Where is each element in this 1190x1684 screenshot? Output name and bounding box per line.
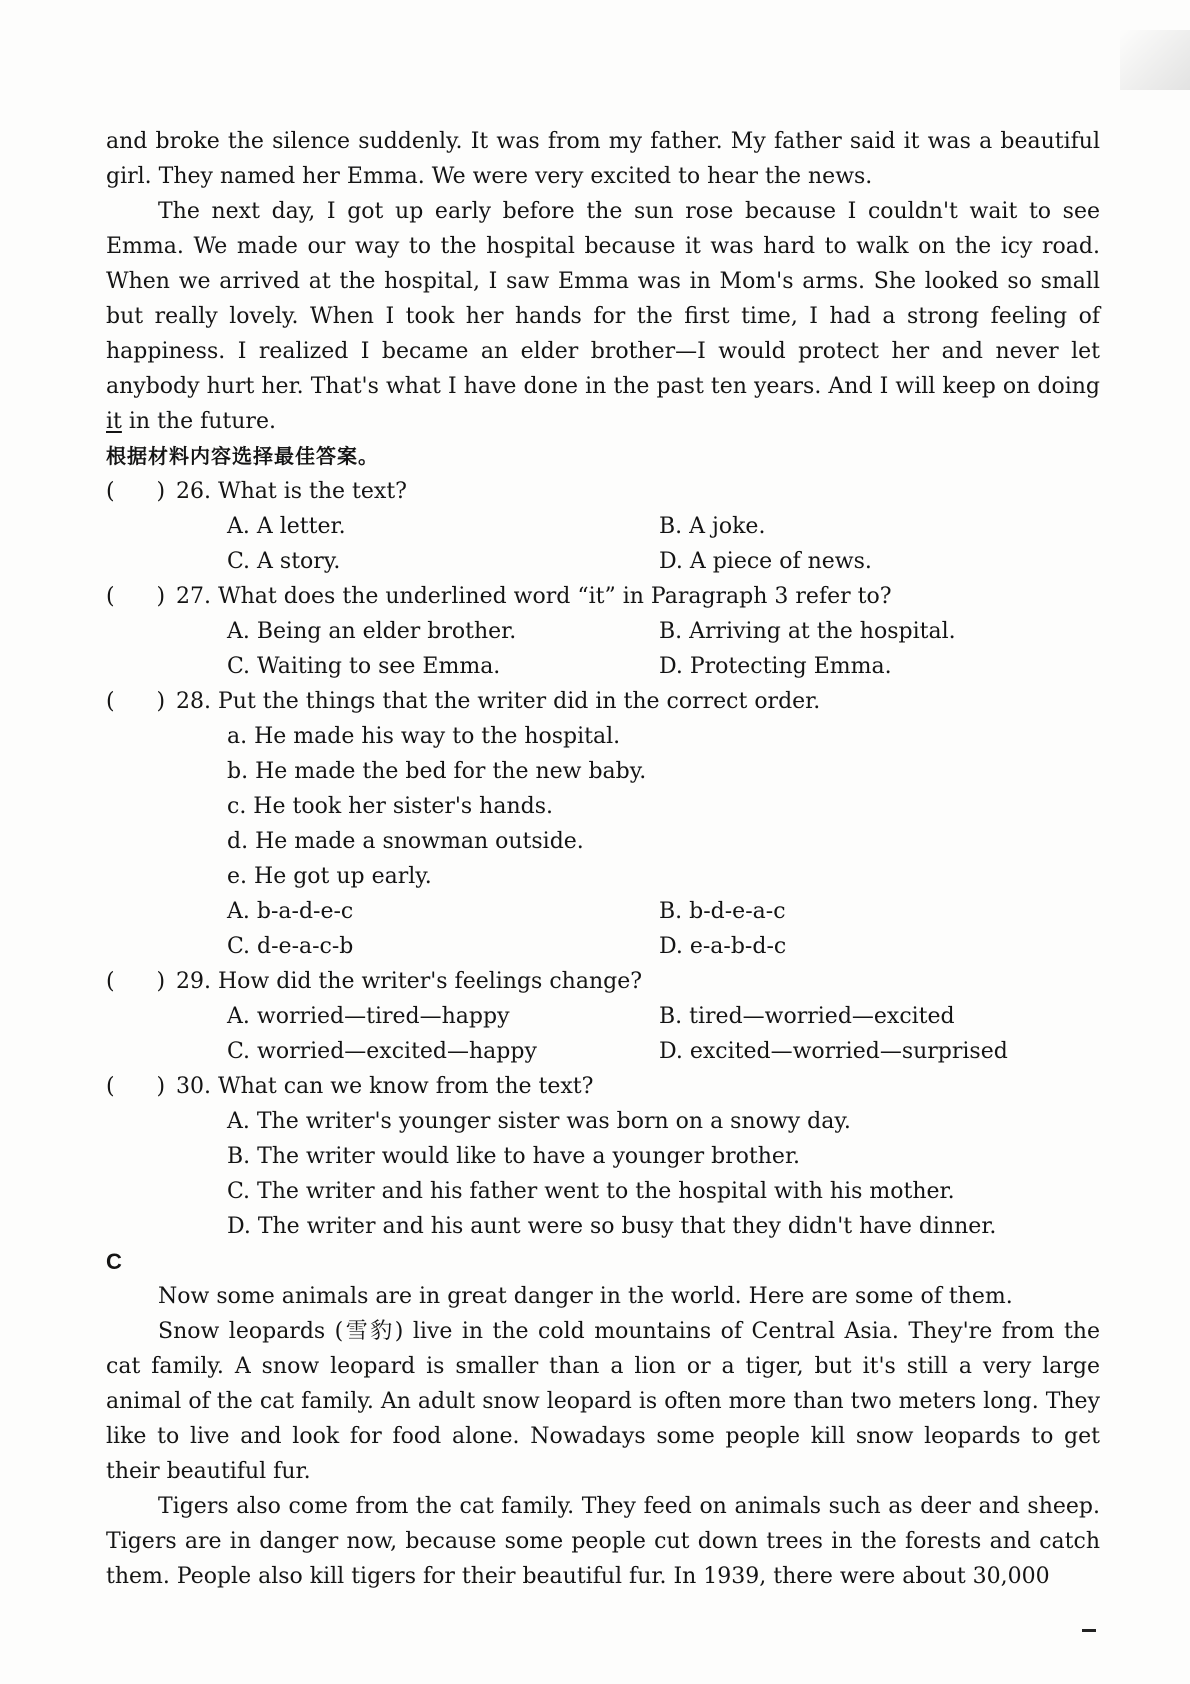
passage-c-paragraph-3: Tigers also come from the cat family. They feed on animals such as deer and sheep. Tigers are in danger now, because some people cut down trees in the forests and catch them. People also kill tigers for their beautiful fur. In 1939, there were about 30,000 <box>106 1494 1100 1589</box>
scan-shadow <box>1120 30 1190 90</box>
option-a[interactable]: A. A letter. <box>227 514 346 539</box>
question-26 <box>106 474 1100 579</box>
option-b[interactable]: B. tired—worried—excited <box>659 1004 955 1029</box>
event-list <box>227 719 1100 894</box>
question-29 <box>106 964 1100 1069</box>
instruction-heading: 根据材料内容选择最佳答案。 <box>106 444 379 468</box>
option-b[interactable]: B. b-d-e-a-c <box>659 899 786 924</box>
passage-c-paragraph-2: Snow leopards (雪豹) live in the cold mountains of Central Asia. They're from the cat family. A snow leopard is smaller than a lion or a tiger, but it's still a very large animal of the cat family. An adult snow leopard is often more than two meters long. They like to live and look for food alone. Nowadays some people kill snow leopards to get their beautiful fur. <box>106 1319 1100 1484</box>
option-d[interactable]: D. e-a-b-d-c <box>659 934 787 959</box>
question-text: 27. What does the underlined word “it” in Paragraph 3 refer to? <box>176 584 892 609</box>
option-b[interactable]: B. Arriving at the hospital. <box>659 619 956 644</box>
answer-blank[interactable]: ( ) <box>106 689 166 714</box>
underlined-word-it: it <box>106 409 122 434</box>
answer-blank[interactable]: ( ) <box>106 969 166 994</box>
paragraph-2-end: in the future. <box>121 409 276 434</box>
question-text: 26. What is the text? <box>176 479 407 504</box>
passage-c-paragraph-1: Now some animals are in great danger in the world. Here are some of them. <box>158 1284 1013 1309</box>
answer-blank[interactable]: ( ) <box>106 1074 166 1099</box>
answer-blank[interactable]: ( ) <box>106 584 166 609</box>
option-c[interactable]: C. Waiting to see Emma. <box>227 654 501 679</box>
option-c[interactable]: C. A story. <box>227 549 341 574</box>
exam-content <box>106 124 1100 1594</box>
question-text: 28. Put the things that the writer did in the correct order. <box>176 689 821 714</box>
option-a[interactable]: A. worried—tired—happy <box>227 1004 510 1029</box>
option-c[interactable]: C. The writer and his father went to the hospital with his mother. <box>227 1179 955 1204</box>
paragraph-2-text: The next day, I got up early before the sun rose because I couldn't wait to see Emma. We made our way to the hospital because it was hard to walk on the icy road. When we arrived at the hospital, I saw Emma was in Mom's arms. She looked so small but really lovely. When I took her hands for the first time, I had a strong feeling of happiness. I realized I became an elder brother—I would protect her and never let anybody hurt her. That's what I have done in the past ten years. And I will keep on doing <box>106 199 1100 399</box>
option-d[interactable]: D. A piece of news. <box>659 549 872 574</box>
question-text: 30. What can we know from the text? <box>176 1074 594 1099</box>
page-dash-mark <box>1082 1629 1096 1632</box>
option-d[interactable]: D. The writer and his aunt were so busy that they didn't have dinner. <box>227 1214 997 1239</box>
option-c[interactable]: C. d-e-a-c-b <box>227 934 354 959</box>
event-e: e. He got up early. <box>227 864 432 889</box>
option-a[interactable]: A. The writer's younger sister was born on a snowy day. <box>227 1109 851 1134</box>
option-d[interactable]: D. excited—worried—surprised <box>659 1039 1008 1064</box>
option-d[interactable]: D. Protecting Emma. <box>659 654 892 679</box>
event-c: c. He took her sister's hands. <box>227 794 554 819</box>
section-c-label: C <box>106 1249 122 1274</box>
event-d: d. He made a snowman outside. <box>227 829 584 854</box>
passage-b-paragraph-2 <box>106 194 1100 439</box>
question-text: 29. How did the writer's feelings change? <box>176 969 643 994</box>
option-c[interactable]: C. worried—excited—happy <box>227 1039 537 1064</box>
option-a[interactable]: A. Being an elder brother. <box>227 619 517 644</box>
option-b[interactable]: B. A joke. <box>659 514 766 539</box>
event-a: a. He made his way to the hospital. <box>227 724 621 749</box>
option-b[interactable]: B. The writer would like to have a younger brother. <box>227 1144 801 1169</box>
passage-b-paragraph-1: and broke the silence suddenly. It was from my father. My father said it was a beautiful girl. They named her Emma. We were very excited to hear the news. <box>106 129 1100 189</box>
event-b: b. He made the bed for the new baby. <box>227 759 647 784</box>
question-28 <box>106 684 1100 964</box>
option-a[interactable]: A. b-a-d-e-c <box>227 899 354 924</box>
answer-blank[interactable]: ( ) <box>106 479 166 504</box>
question-27 <box>106 579 1100 684</box>
question-30 <box>106 1069 1100 1244</box>
